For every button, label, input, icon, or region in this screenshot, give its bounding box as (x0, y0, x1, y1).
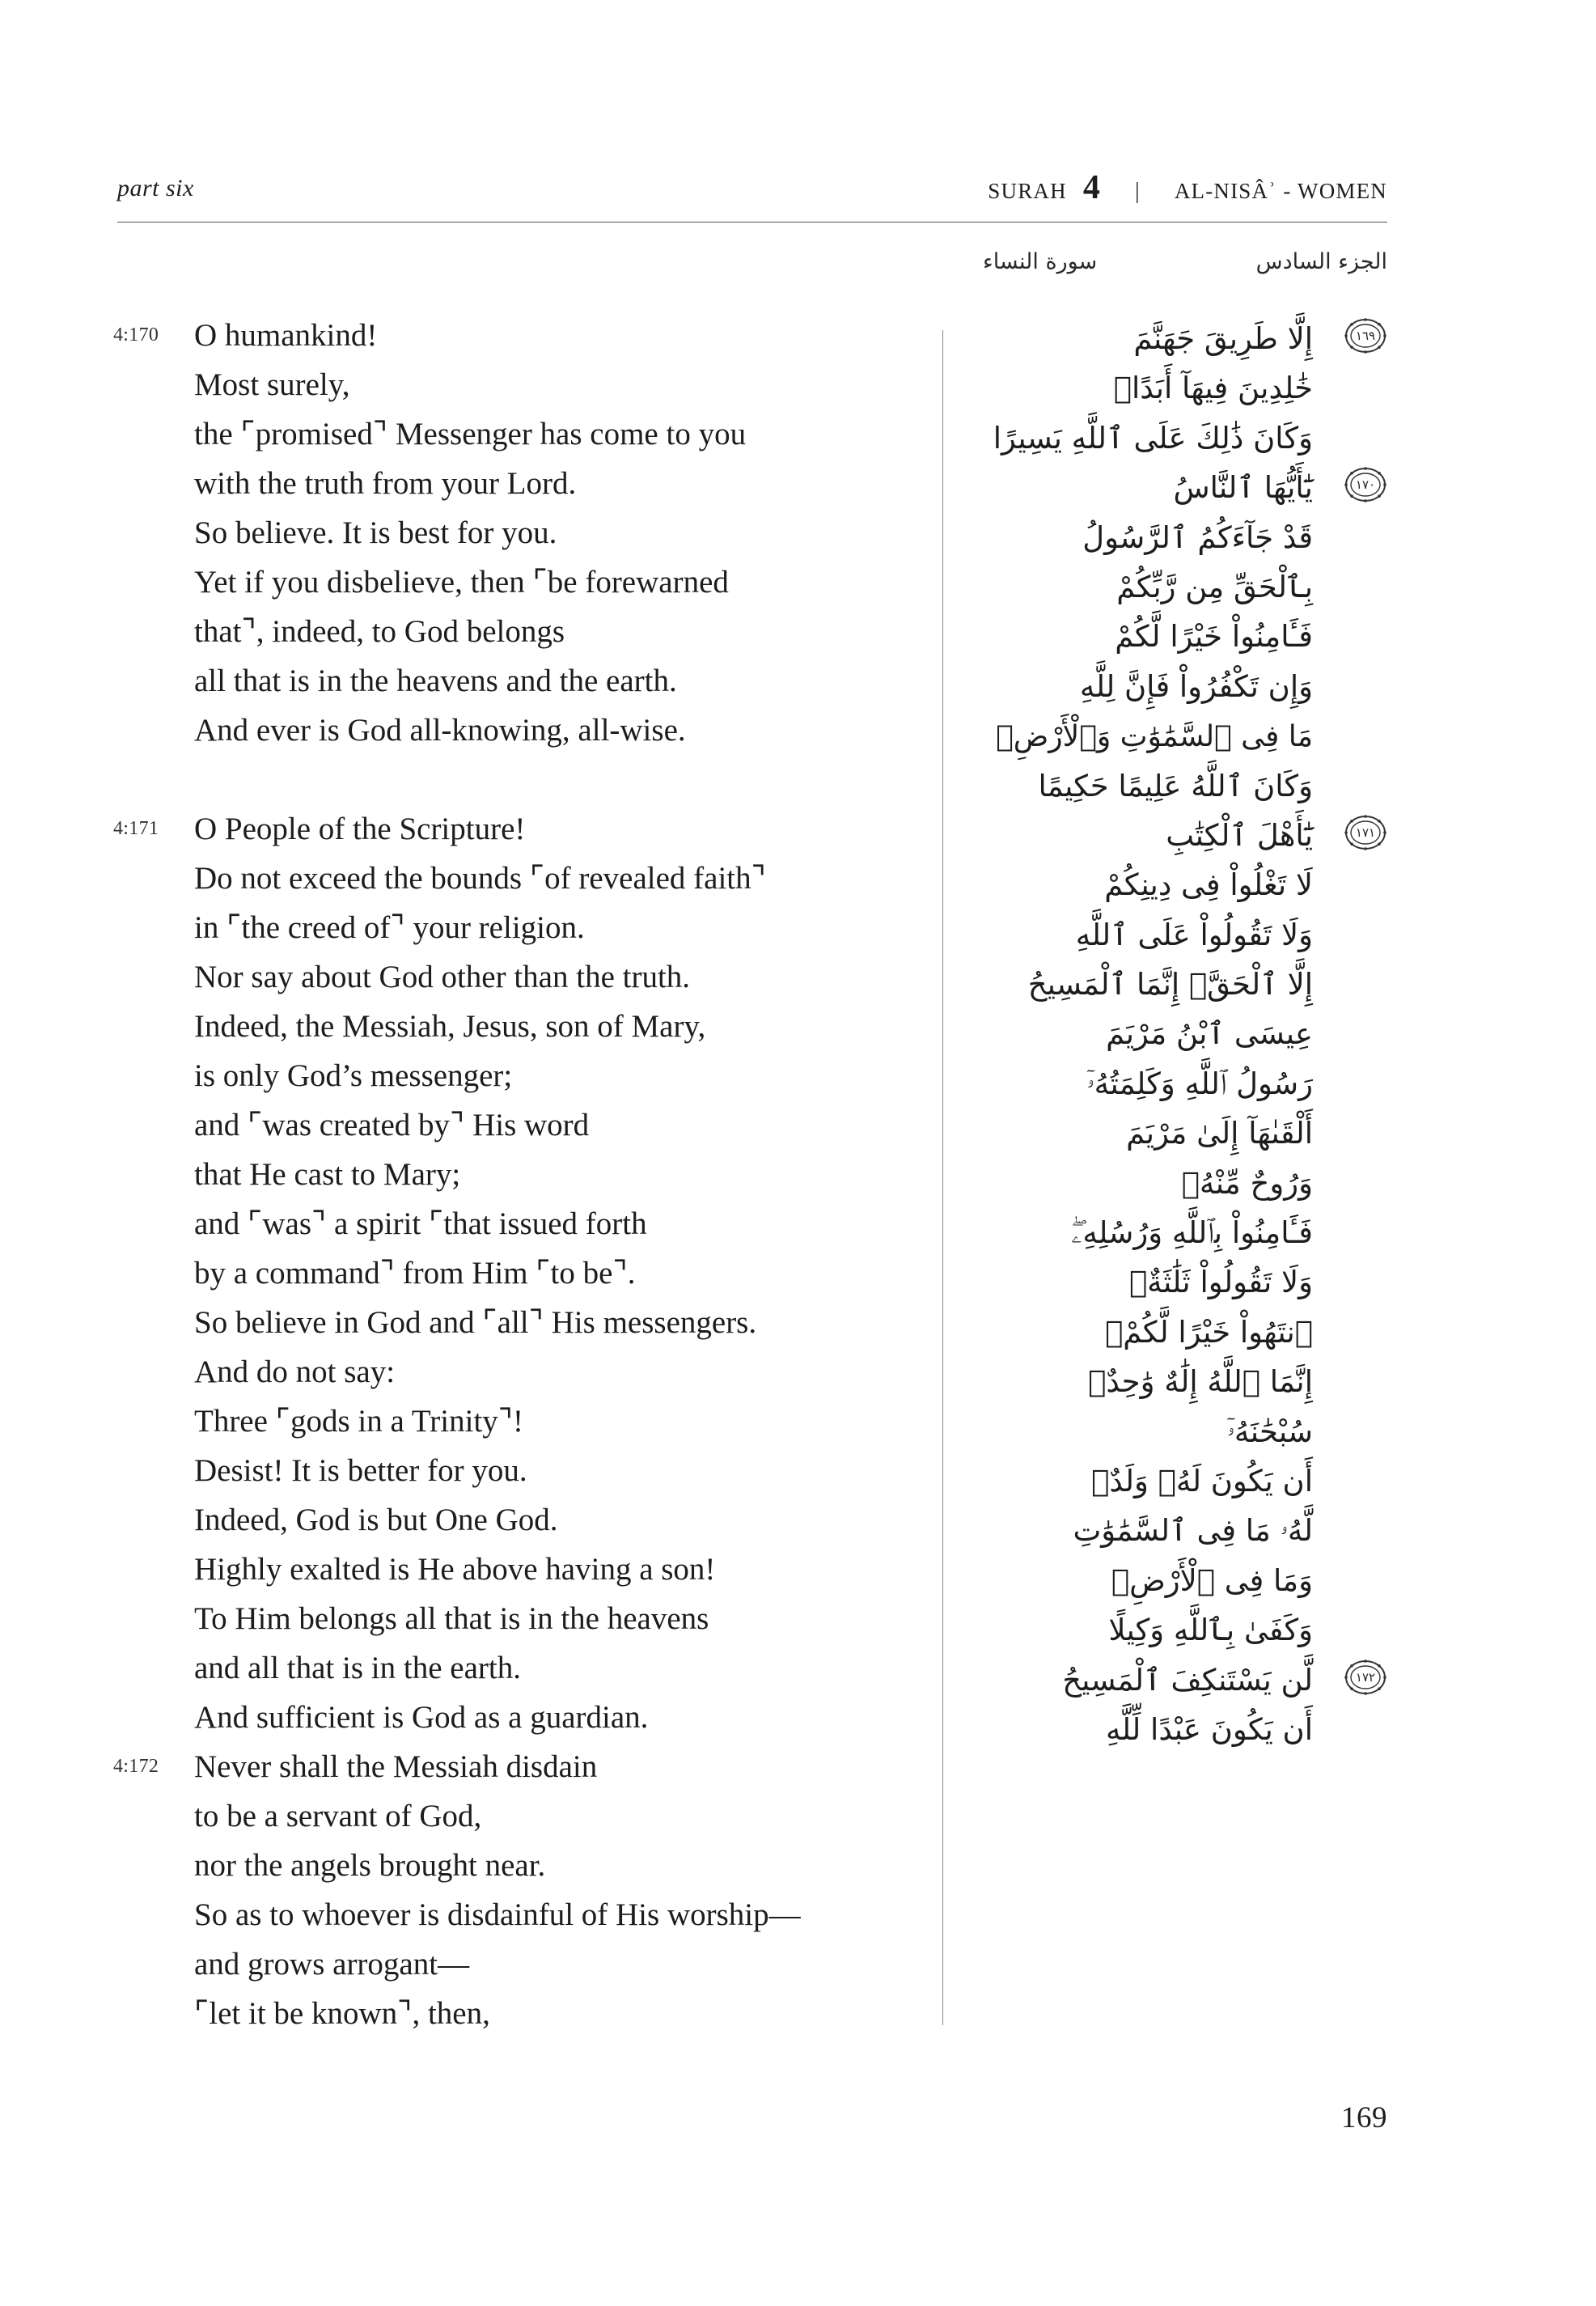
arabic-line (991, 1407, 1387, 1456)
translation-line (113, 1939, 922, 1989)
part-label: part six (117, 175, 194, 201)
arabic-line (991, 1605, 1387, 1655)
translation-text: to be a servant of God, (194, 1799, 482, 1833)
translation-line (113, 1545, 922, 1594)
arabic-line (991, 463, 1387, 512)
translation-text: Indeed, God is but One God. (194, 1503, 558, 1537)
page-number: 169 (1341, 2101, 1387, 2134)
translation-text: ⌜let it be known⌝, then, (194, 1996, 490, 2031)
arabic-verse-text: وَلَا تَقُولُواْ عَلَى ٱللَّهِ (1075, 917, 1313, 952)
translation-text: Yet if you disbelieve, then ⌜be forewarned (194, 565, 729, 600)
translation-text: by a command⌝ from Him ⌜to be⌝. (194, 1256, 636, 1291)
translation-line (113, 1890, 922, 1939)
translation-line (113, 1248, 922, 1298)
arabic-line (991, 1456, 1387, 1506)
translation-text: Most surely, (194, 367, 350, 402)
translation-line (113, 508, 922, 557)
translation-line (113, 656, 922, 706)
arabic-verse-text: يَٰٓأَهْلَ ٱلْكِتَٰبِ (1166, 817, 1313, 853)
translation-column (113, 311, 922, 2038)
translation-line (113, 409, 922, 459)
translation-text: Highly exalted is He above having a son! (194, 1552, 716, 1587)
verse-reference: 4:172 (113, 1756, 159, 1777)
arabic-verse-text: وَكَفَىٰ بِٱللَّهِ وَكِيلًا (1108, 1613, 1313, 1648)
arabic-verse-text: لَا تَغْلُواْ فِى دِينِكُمْ (1104, 867, 1313, 903)
translation-line (113, 1495, 922, 1545)
arabic-line (991, 1506, 1387, 1555)
translation-text: Indeed, the Messiah, Jesus, son of Mary, (194, 1009, 706, 1044)
translation-text: And ever is God all-knowing, all-wise. (194, 713, 686, 748)
arabic-line (991, 811, 1387, 860)
arabic-line (991, 1655, 1387, 1705)
translation-text: with the truth from your Lord. (194, 466, 577, 501)
arabic-verse-text: خَٰلِدِينَ فِيهَآ أَبَدًاۚ (1113, 371, 1313, 406)
header-separator: | (1135, 179, 1141, 204)
translation-line (113, 1199, 922, 1248)
arabic-verse-text: أَن يَكُونَ عَبْدًا لِّلَّهِ (1105, 1711, 1313, 1747)
arabic-verse-text: مَا فِى ٱلسَّمَٰوَٰتِ وَٱلْأَرْضِۚ (996, 720, 1313, 754)
translation-text: To Him belongs all that is in the heavens (194, 1601, 709, 1636)
arabic-verse-text: فَـَٔامِنُواْ خَيْرًا لَّكُمْ (1115, 619, 1313, 655)
arabic-verse-text: لَّهُۥ مَا فِى ٱلسَّمَٰوَٰتِ (1073, 1513, 1313, 1549)
arabic-line (991, 1009, 1387, 1058)
translation-line (113, 1150, 922, 1199)
arabic-verse-text: أَن يَكُونَ لَهُۥ وَلَدٌۘ (1091, 1463, 1313, 1498)
translation-line (113, 1446, 922, 1495)
column-divider (942, 330, 943, 2025)
ayah-marker-icon (1344, 317, 1387, 354)
arabic-line (991, 860, 1387, 909)
ayah-number: ١٧٢ (1355, 1669, 1376, 1685)
translation-line (113, 1693, 922, 1742)
arabic-line (991, 413, 1387, 463)
translation-line (113, 1989, 922, 2038)
arabic-column (991, 314, 1387, 1754)
translation-line (113, 854, 922, 903)
translation-text: And do not say: (194, 1354, 396, 1389)
arabic-line (991, 711, 1387, 761)
arabic-surah-label: سورة النساء (983, 249, 1098, 274)
translation-line (113, 311, 922, 360)
translation-line (113, 952, 922, 1002)
arabic-verse-text: يَٰٓأَيُّهَا ٱلنَّاسُ (1173, 470, 1313, 506)
translation-line (113, 1791, 922, 1841)
translation-line (113, 1643, 922, 1693)
arabic-line (991, 1159, 1387, 1208)
arabic-verse-text: وَإِن تَكْفُرُواْ فَإِنَّ لِلَّهِ (1079, 668, 1313, 704)
ayah-number: ١٧٠ (1355, 477, 1376, 493)
surah-heading (988, 168, 1387, 207)
ayah-number: ١٦٩ (1355, 329, 1376, 343)
arabic-verse-text: قَدْ جَآءَكُمُ ٱلرَّسُولُ (1082, 519, 1313, 555)
translation-line (113, 706, 922, 755)
arabic-line (991, 1208, 1387, 1257)
arabic-line (991, 1705, 1387, 1754)
arabic-line (991, 363, 1387, 413)
translation-line (113, 557, 922, 607)
translation-text: is only God’s messenger; (194, 1058, 513, 1093)
arabic-verse-text: لَّن يَسْتَنكِفَ ٱلْمَسِيحُ (1062, 1662, 1313, 1698)
arabic-verse-text: إِلَّا طَرِيقَ جَهَنَّمَ (1133, 321, 1313, 356)
surah-word: SURAH (988, 179, 1067, 203)
arabic-verse-text: عِيسَى ٱبْنُ مَرْيَمَ (1106, 1016, 1313, 1052)
arabic-line (991, 1357, 1387, 1406)
arabic-verse-text: أَلْقَىٰهَآ إِلَىٰ مَرْيَمَ (1126, 1116, 1313, 1151)
arabic-verse-text: وَلَا تَقُولُواْ ثَلَٰثَةٌۚ (1128, 1265, 1313, 1300)
translation-text: So as to whoever is disdainful of His worship— (194, 1897, 801, 1932)
arabic-line (991, 1059, 1387, 1108)
translation-line (113, 459, 922, 508)
verse-reference: 4:171 (113, 818, 159, 839)
translation-text: that⌝, indeed, to God belongs (194, 614, 565, 649)
translation-text: all that is in the heavens and the earth. (194, 663, 677, 698)
arabic-line (991, 562, 1387, 612)
arabic-line (991, 960, 1387, 1009)
translation-text: nor the angels brought near. (194, 1848, 546, 1883)
translation-line (113, 804, 922, 854)
arabic-line (991, 910, 1387, 960)
translation-line (113, 1397, 922, 1446)
translation-text: Desist! It is better for you. (194, 1453, 527, 1488)
translation-text: So believe in God and ⌜all⌝ His messengers. (194, 1305, 757, 1340)
ayah-marker-icon (1344, 466, 1387, 503)
arabic-verse-text: وَكَانَ ٱللَّهُ عَلِيمًا حَكِيمًا (1038, 768, 1313, 803)
translation-line (113, 360, 922, 409)
translation-text: Do not exceed the bounds ⌜of revealed faith⌝ (194, 861, 766, 896)
header-rule (117, 222, 1387, 223)
arabic-verse-text: بِٱلْحَقِّ مِن رَّبِّكُمْ (1116, 569, 1313, 604)
surah-title: AL-NISÂʾ - WOMEN (1174, 179, 1387, 203)
arabic-header (983, 249, 1387, 285)
arabic-line (991, 662, 1387, 711)
translation-text: that He cast to Mary; (194, 1157, 461, 1192)
running-header (117, 168, 1387, 217)
arabic-verse-text: وَكَانَ ذَٰلِكَ عَلَى ٱللَّهِ يَسِيرًا (993, 420, 1313, 456)
translation-text: O humankind! (194, 318, 378, 353)
translation-text: Never shall the Messiah disdain (194, 1749, 598, 1784)
translation-line (113, 1742, 922, 1791)
arabic-verse-text: فَـَٔامِنُواْ بِٱللَّهِ وَرُسُلِهِۦۖ (1071, 1215, 1313, 1251)
translation-text: and ⌜was⌝ a spirit ⌜that issued forth (194, 1206, 647, 1241)
translation-text: and ⌜was created by⌝ His word (194, 1108, 590, 1142)
ayah-marker-icon (1344, 814, 1387, 851)
translation-line (113, 1051, 922, 1100)
translation-line (113, 903, 922, 952)
arabic-part-label: الجزء السادس (1255, 249, 1387, 274)
translation-text: And sufficient is God as a guardian. (194, 1700, 649, 1735)
arabic-line (991, 314, 1387, 363)
arabic-verse-text: إِلَّا ٱلْحَقَّۚ إِنَّمَا ٱلْمَسِيحُ (1027, 967, 1313, 1003)
arabic-verse-text: سُبْحَٰنَهُۥٓ (1226, 1414, 1313, 1449)
arabic-line (991, 761, 1387, 811)
arabic-verse-text: ٱنتَهُواْ خَيْرًا لَّكُمْۚ (1105, 1314, 1313, 1350)
translation-text: Three ⌜gods in a Trinity⌝! (194, 1404, 524, 1439)
ayah-marker-icon (1344, 1659, 1387, 1696)
translation-line (113, 1298, 922, 1347)
translation-line (113, 1841, 922, 1890)
surah-number: 4 (1082, 169, 1102, 206)
arabic-verse-text: وَرُوحٌ مِّنْهُۖ (1181, 1165, 1313, 1201)
translation-text: in ⌜the creed of⌝ your religion. (194, 910, 585, 945)
verse-reference: 4:170 (113, 324, 159, 345)
arabic-line (991, 1108, 1387, 1158)
translation-line (113, 1100, 922, 1150)
translation-line (113, 1002, 922, 1051)
translation-text: O People of the Scripture! (194, 812, 526, 846)
translation-text: the ⌜promised⌝ Messenger has come to you (194, 417, 747, 451)
translation-line (113, 607, 922, 656)
arabic-line (991, 1556, 1387, 1605)
translation-text: Nor say about God other than the truth. (194, 960, 691, 994)
arabic-line (991, 1257, 1387, 1307)
arabic-verse-text: وَمَا فِى ٱلْأَرْضِۗ (1111, 1562, 1313, 1598)
translation-text: and grows arrogant— (194, 1947, 470, 1982)
arabic-verse-text: رَسُولُ ٱللَّهِ وَكَلِمَتُهُۥٓ (1086, 1066, 1313, 1101)
translation-line (113, 1594, 922, 1643)
arabic-verse-text: إِنَّمَا ٱللَّهُ إِلَٰهٌ وَٰحِدٌۖ (1088, 1364, 1313, 1400)
translation-text: So believe. It is best for you. (194, 515, 557, 550)
translation-line (113, 1347, 922, 1397)
ayah-number: ١٧١ (1355, 824, 1376, 840)
arabic-line (991, 513, 1387, 562)
arabic-line (991, 1308, 1387, 1357)
arabic-line (991, 612, 1387, 661)
translation-text: and all that is in the earth. (194, 1651, 521, 1685)
